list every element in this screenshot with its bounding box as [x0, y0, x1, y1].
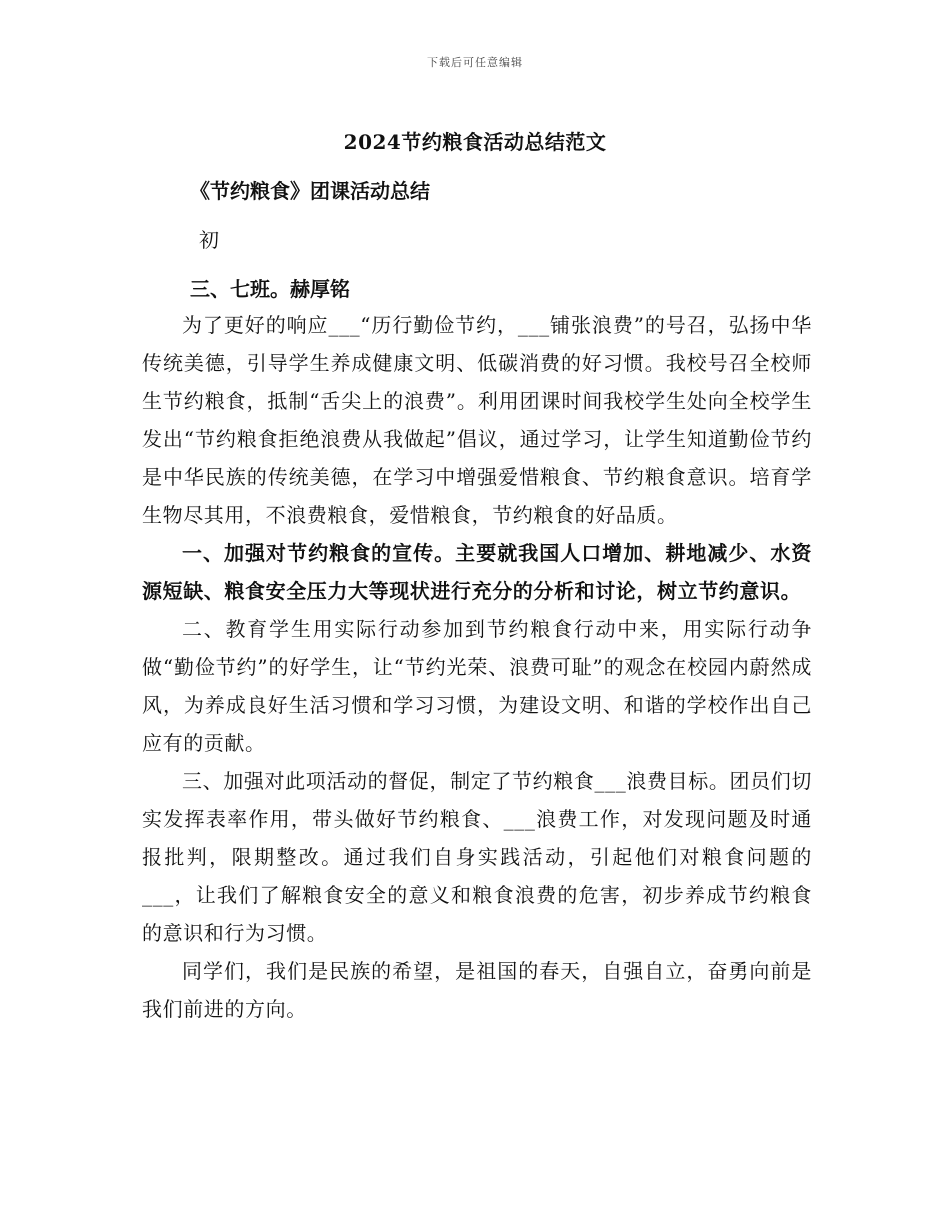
- closing-paragraph: 同学们，我们是民族的希望，是祖国的春天，自强自立，奋勇向前是我们前进的方向。: [142, 959, 812, 1021]
- point-two-paragraph: 二、教育学生用实际行动参加到节约粮食行动中来，用实际行动争做“勤俭节约”的好学生，让“节约光荣、浪费可耻”的观念在校园内蔚然成风，为养成良好生活习惯和学习习惯，为建设文明、和谐的学校作出自己应有的贡献。: [142, 617, 812, 755]
- point-three-paragraph: 三、加强对此项活动的督促，制定了节约粮食___浪费目标。团员们切实发挥表率作用，带头做好节约粮食、___浪费工作，对发现问题及时通报批判，限期整改。通过我们自身实践活动，引起他们对粮食问题的___，让我们了解粮食安全的意义和粮食浪费的危害，初步养成节约粮食的意识和行为习惯。: [142, 769, 812, 945]
- document-body: [142, 306, 812, 1028]
- document-subtitle: 《节约粮食》团课活动总结: [190, 179, 430, 203]
- point-one-paragraph: 一、加强对节约粮食的宣传。主要就我国人口增加、耕地减少、水资源短缺、粮食安全压力大等现状进行充分的分析和讨论，树立节约意识。: [142, 541, 812, 603]
- grade-label: 初: [199, 228, 219, 252]
- page-header-note: 下载后可任意编辑: [427, 56, 523, 69]
- document-title: 2024节约粮食活动总结范文: [343, 130, 607, 154]
- intro-paragraph: 为了更好的响应___“历行勤俭节约，___铺张浪费”的号召，弘扬中华传统美德，引导学生养成健康文明、低碳消费的好习惯。我校号召全校师生节约粮食，抵制“舌尖上的浪费”。利用团课时间我校学生处向全校学生发出“节约粮食拒绝浪费从我做起”倡议，通过学习，让学生知道勤俭节约是中华民族的传统美德，在学习中增强爱惜粮食、节约粮食意识。培育学生物尽其用，不浪费粮食，爱惜粮食，节约粮食的好品质。: [142, 313, 812, 527]
- author-line: 三、七班。赫厚铭: [190, 277, 350, 301]
